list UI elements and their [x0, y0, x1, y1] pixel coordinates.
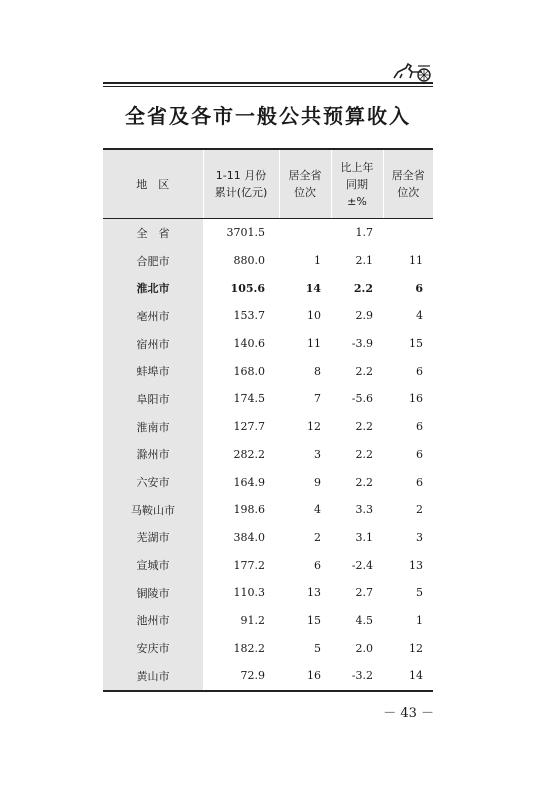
region-cell: 亳州市 — [103, 302, 203, 330]
table-row — [103, 579, 433, 607]
table-row — [103, 247, 433, 275]
value-cell: 7 — [314, 392, 321, 406]
column-header: 1-11 月份 累计(亿元) — [203, 149, 279, 219]
value-cell: 12 — [307, 420, 321, 434]
value-cell: 6 — [416, 420, 423, 434]
value-cell: 11 — [409, 254, 423, 268]
table-row — [103, 468, 433, 496]
region-cell: 合肥市 — [103, 247, 203, 275]
table-row — [103, 634, 433, 662]
value-cell: 105.6 — [230, 281, 265, 295]
value-cell: -3.9 — [351, 337, 373, 351]
value-cell: 3 — [416, 530, 423, 544]
value-cell: 3.3 — [355, 503, 373, 517]
region-cell: 铜陵市 — [103, 579, 203, 607]
value-cell: 4 — [314, 503, 321, 517]
value-cell: 2.0 — [355, 641, 373, 655]
value-cell: 4 — [416, 309, 423, 323]
table-row — [103, 662, 433, 691]
value-cell: 6 — [415, 281, 423, 295]
column-header: 比上年 同期 ±% — [331, 149, 383, 219]
region-cell: 蚌埠市 — [103, 357, 203, 385]
value-cell: 110.3 — [233, 586, 265, 600]
value-cell: 127.7 — [233, 420, 265, 434]
value-cell: 1 — [314, 254, 321, 268]
value-cell: 177.2 — [233, 558, 265, 572]
value-cell: 3701.5 — [226, 226, 265, 240]
value-cell: 16 — [307, 669, 321, 683]
region-cell: 黄山市 — [103, 662, 203, 691]
revenue-table — [103, 148, 433, 692]
table-row — [103, 219, 433, 247]
value-cell: 13 — [307, 586, 321, 600]
region-cell: 宿州市 — [103, 330, 203, 358]
value-cell: 12 — [409, 641, 423, 655]
region-cell: 安庆市 — [103, 634, 203, 662]
value-cell: 2 — [416, 503, 423, 517]
value-cell: 10 — [307, 309, 321, 323]
revenue-table-container — [103, 148, 433, 692]
value-cell — [383, 219, 433, 247]
value-cell: 2 — [314, 530, 321, 544]
region-cell: 池州市 — [103, 607, 203, 635]
region-cell: 宣城市 — [103, 551, 203, 579]
value-cell: 174.5 — [233, 392, 265, 406]
value-cell: 91.2 — [240, 613, 265, 627]
region-cell: 滁州市 — [103, 441, 203, 469]
value-cell: 2.2 — [355, 420, 373, 434]
value-cell: 182.2 — [233, 641, 265, 655]
table-row — [103, 551, 433, 579]
value-cell: 2.2 — [355, 447, 373, 461]
value-cell: -3.2 — [351, 669, 373, 683]
value-cell: 2.9 — [355, 309, 373, 323]
value-cell: 164.9 — [233, 475, 265, 489]
table-row — [103, 302, 433, 330]
value-cell: -5.6 — [351, 392, 373, 406]
table-row — [103, 274, 433, 302]
region-cell: 淮北市 — [103, 274, 203, 302]
value-cell: 2.7 — [355, 586, 373, 600]
value-cell: 11 — [307, 337, 321, 351]
table-row — [103, 330, 433, 358]
value-cell: 15 — [307, 613, 321, 627]
header-rule-thin — [103, 86, 433, 87]
table-row — [103, 357, 433, 385]
region-cell: 阜阳市 — [103, 385, 203, 413]
value-cell: 8 — [314, 364, 321, 378]
value-cell: 3.1 — [355, 530, 373, 544]
value-cell: 3 — [314, 447, 321, 461]
value-cell: 2.2 — [355, 475, 373, 489]
region-cell: 芜湖市 — [103, 524, 203, 552]
value-cell: 384.0 — [233, 530, 265, 544]
value-cell: 282.2 — [233, 447, 265, 461]
value-cell: 14 — [305, 281, 321, 295]
region-cell: 全 省 — [103, 219, 203, 247]
value-cell: 5 — [416, 586, 423, 600]
value-cell: 1.7 — [355, 226, 373, 240]
value-cell: 880.0 — [233, 254, 265, 268]
value-cell: 198.6 — [233, 503, 265, 517]
table-row — [103, 524, 433, 552]
value-cell: 2.2 — [353, 281, 373, 295]
table-header-row — [103, 149, 433, 219]
value-cell: 140.6 — [233, 337, 265, 351]
column-header: 居全省 位次 — [279, 149, 331, 219]
value-cell: 2.1 — [355, 254, 373, 268]
table-body — [103, 219, 433, 691]
value-cell: 5 — [314, 641, 321, 655]
value-cell: -2.4 — [351, 558, 373, 572]
table-row — [103, 385, 433, 413]
value-cell: 6 — [416, 364, 423, 378]
region-cell: 淮南市 — [103, 413, 203, 441]
value-cell: 168.0 — [233, 364, 265, 378]
value-cell: 153.7 — [233, 309, 265, 323]
value-cell: 2.2 — [355, 364, 373, 378]
page-title: 全省及各市一般公共预算收入 — [125, 104, 411, 128]
table-row — [103, 441, 433, 469]
page-number: － 43 － — [383, 706, 434, 721]
column-header: 地 区 — [103, 149, 203, 219]
value-cell: 6 — [314, 558, 321, 572]
horse-chariot-icon — [392, 60, 434, 84]
table-row — [103, 413, 433, 441]
value-cell: 6 — [416, 475, 423, 489]
value-cell: 4.5 — [355, 613, 373, 627]
value-cell — [279, 219, 331, 247]
value-cell: 72.9 — [240, 669, 265, 683]
value-cell: 9 — [314, 475, 321, 489]
value-cell: 1 — [416, 613, 423, 627]
value-cell: 16 — [409, 392, 423, 406]
region-cell: 马鞍山市 — [103, 496, 203, 524]
region-cell: 六安市 — [103, 468, 203, 496]
value-cell: 15 — [409, 337, 423, 351]
header-rule — [103, 82, 433, 84]
table-row — [103, 607, 433, 635]
value-cell: 6 — [416, 447, 423, 461]
table-row — [103, 496, 433, 524]
column-header: 居全省 位次 — [383, 149, 433, 219]
value-cell: 14 — [409, 669, 423, 683]
value-cell: 13 — [409, 558, 423, 572]
